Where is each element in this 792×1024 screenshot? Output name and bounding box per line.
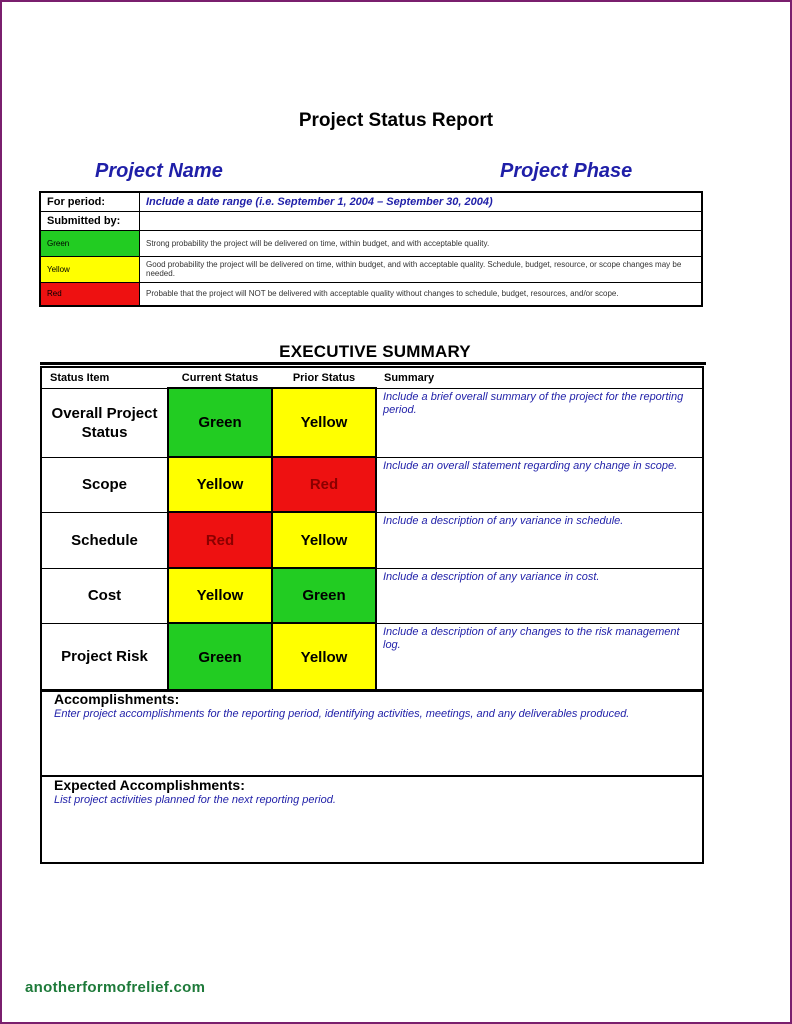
col-header-prior-status: Prior Status: [272, 367, 376, 388]
col-header-status-item: Status Item: [41, 367, 168, 388]
executive-summary-heading: EXECUTIVE SUMMARY: [279, 342, 471, 361]
submitted-label: Submitted by:: [40, 211, 140, 230]
prior-status-cell[interactable]: Green: [272, 568, 376, 623]
page-title: Project Status Report: [298, 110, 494, 131]
legend-desc-red: Probable that the project will NOT be delivered with acceptable quality without changes to schedule, budget, resources, and/or scope.: [140, 282, 703, 306]
summary-cell[interactable]: Include a description of any changes to the risk management log.: [376, 623, 703, 691]
summary-cell[interactable]: Include a description of any variance in cost.: [376, 568, 703, 623]
status-table: [40, 366, 704, 692]
submitted-row: [40, 211, 702, 230]
summary-cell[interactable]: Include a description of any variance in schedule.: [376, 512, 703, 568]
status-item: Overall Project Status: [41, 388, 168, 457]
expected-accomplishments-text: List project activities planned for the next reporting period.: [54, 794, 336, 806]
legend-swatch-yellow: Yellow: [40, 256, 140, 282]
accomplishments-heading: Accomplishments:: [54, 691, 180, 707]
prior-status-cell[interactable]: Red: [272, 457, 376, 512]
status-item: Schedule: [41, 512, 168, 568]
period-label: For period:: [40, 192, 140, 211]
current-status-cell[interactable]: Green: [168, 388, 272, 457]
table-row: [41, 457, 703, 512]
col-header-summary: Summary: [376, 367, 703, 388]
heading-rule: [40, 362, 706, 365]
legend-swatch-red: Red: [40, 282, 140, 306]
status-item: Cost: [41, 568, 168, 623]
legend-row-yellow: [40, 256, 702, 282]
accomplishments-text: Enter project accomplishments for the reporting period, identifying activities, meetings, and any deliverables produced.: [54, 708, 630, 720]
legend-desc-yellow: Good probability the project will be delivered on time, within budget, and with acceptable quality. Schedule, budget, resource, or scope changes may be needed.: [140, 256, 703, 282]
prior-status-cell[interactable]: Yellow: [272, 623, 376, 691]
period-row: [40, 192, 702, 211]
prior-status-cell[interactable]: Yellow: [272, 388, 376, 457]
summary-cell[interactable]: Include an overall statement regarding any change in scope.: [376, 457, 703, 512]
table-row: [41, 388, 703, 457]
legend-row-red: [40, 282, 702, 306]
project-info-table: [39, 191, 703, 307]
prior-status-cell[interactable]: Yellow: [272, 512, 376, 568]
period-value[interactable]: Include a date range (i.e. September 1, 2004 – September 30, 2004): [140, 192, 703, 211]
status-table-header: [41, 367, 703, 388]
current-status-cell[interactable]: Green: [168, 623, 272, 691]
current-status-cell[interactable]: Yellow: [168, 568, 272, 623]
legend-row-green: [40, 230, 702, 256]
table-row: [41, 568, 703, 623]
current-status-cell[interactable]: Yellow: [168, 457, 272, 512]
table-row: [41, 623, 703, 691]
project-phase-heading: Project Phase: [500, 160, 633, 182]
status-item: Project Risk: [41, 623, 168, 691]
current-status-cell[interactable]: Red: [168, 512, 272, 568]
expected-accomplishments-box[interactable]: [40, 775, 704, 864]
col-header-current-status: Current Status: [168, 367, 272, 388]
submitted-value[interactable]: [140, 211, 703, 230]
watermark: anotherformofrelief.com: [25, 979, 206, 996]
status-item: Scope: [41, 457, 168, 512]
legend-desc-green: Strong probability the project will be delivered on time, within budget, and with acceptable quality.: [140, 230, 703, 256]
legend-swatch-green: Green: [40, 230, 140, 256]
expected-accomplishments-heading: Expected Accomplishments:: [54, 777, 245, 793]
accomplishments-box[interactable]: [40, 689, 704, 777]
table-row: [41, 512, 703, 568]
project-name-heading: Project Name: [95, 160, 223, 182]
summary-cell[interactable]: Include a brief overall summary of the project for the reporting period.: [376, 388, 703, 457]
